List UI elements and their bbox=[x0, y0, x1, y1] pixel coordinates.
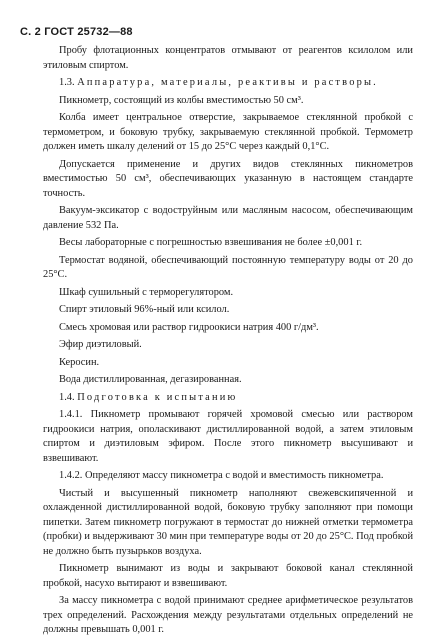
section-heading bbox=[43, 391, 413, 406]
paragraph: Спирт этиловый 96%-ный или ксилол. bbox=[59, 304, 230, 315]
paragraph: Керосин. bbox=[59, 356, 100, 368]
paragraph: Шкаф сушильный с терморегулятором. bbox=[59, 286, 234, 298]
document-body bbox=[43, 44, 413, 641]
paragraph: Пикнометр вынимают из воды и закрывают боковой канал стеклянной пробкой, насухо вытирают и взвешивают. bbox=[43, 563, 413, 589]
section-number: 1.3. bbox=[59, 77, 75, 88]
paragraph: Вода дистиллированная, дегазированная. bbox=[59, 374, 242, 385]
page-header: С. 2 ГОСТ 25732—88 bbox=[20, 26, 133, 38]
section-number: 1.4. bbox=[59, 391, 75, 403]
paragraph: Смесь хромовая или раствор гидроокиси натрия 400 г/дм³. bbox=[59, 321, 319, 333]
section-heading bbox=[43, 76, 413, 91]
section-title: Аппаратура, материалы, реактивы и растворы. bbox=[77, 77, 378, 88]
paragraph: За массу пикнометра с водой принимают среднее арифметическое результатов трех определений. Расхождения между результатами отдельных определений не должны превышать 0,001 г. bbox=[43, 595, 413, 635]
paragraph: Пикнометр, состоящий из колбы вместимостью 50 см³. bbox=[59, 94, 304, 106]
paragraph: Чистый и высушенный пикнометр наполняют свежевскипяченной и охлажденной дистиллированной водой, боковую трубку заполняют при помощи пипетки. Затем пикнометр погружают в термостат до нижней отметки термометра (пробки) и выдерживают 30 мин при температуре воды от 20 до 25°С. Под пробкой не должно быть пузырьков воздуха. bbox=[43, 487, 413, 557]
paragraph: Допускается применение и других видов стеклянных пикнометров вместимостью 50 см³, обеспечивающих указанную в настоящем стандарте точность. bbox=[43, 158, 413, 199]
paragraph: Пробу флотационных концентратов отмывают от реагентов ксилолом или этиловым спиртом. bbox=[43, 45, 413, 71]
paragraph: Колба имеет центральное отверстие, закрываемое стеклянной пробкой с термометром, и боковую трубку, закрываемую стеклянной пробкой. Термометр должен иметь шкалу делений от 15 до 25°С через каждый 0,1°С. bbox=[43, 112, 413, 152]
paragraph: 1.4.2. Определяют массу пикнометра с водой и вместимость пикнометра. bbox=[59, 470, 384, 481]
section-title: Подготовка к испытанию bbox=[77, 391, 238, 403]
paragraph: Вакуум-эксикатор с водоструйным или масляным насосом, обеспечивающим давление 532 Па. bbox=[43, 205, 413, 231]
paragraph: Эфир диэтиловый. bbox=[59, 339, 142, 350]
paragraph: 1.4.1. Пикнометр промывают горячей хромовой смесью или раствором гидроокиси натрия, ополаскивают дистиллированной водой, а затем этиловым спиртом и диэтиловым эфиром. После этого пикнометр высушивают и взвешивают. bbox=[43, 409, 413, 464]
paragraph: Термостат водяной, обеспечивающий постоянную температуру воды от 20 до 25°С. bbox=[43, 254, 413, 280]
paragraph: Весы лабораторные с погрешностью взвешивания не более ±0,001 г. bbox=[59, 237, 363, 248]
